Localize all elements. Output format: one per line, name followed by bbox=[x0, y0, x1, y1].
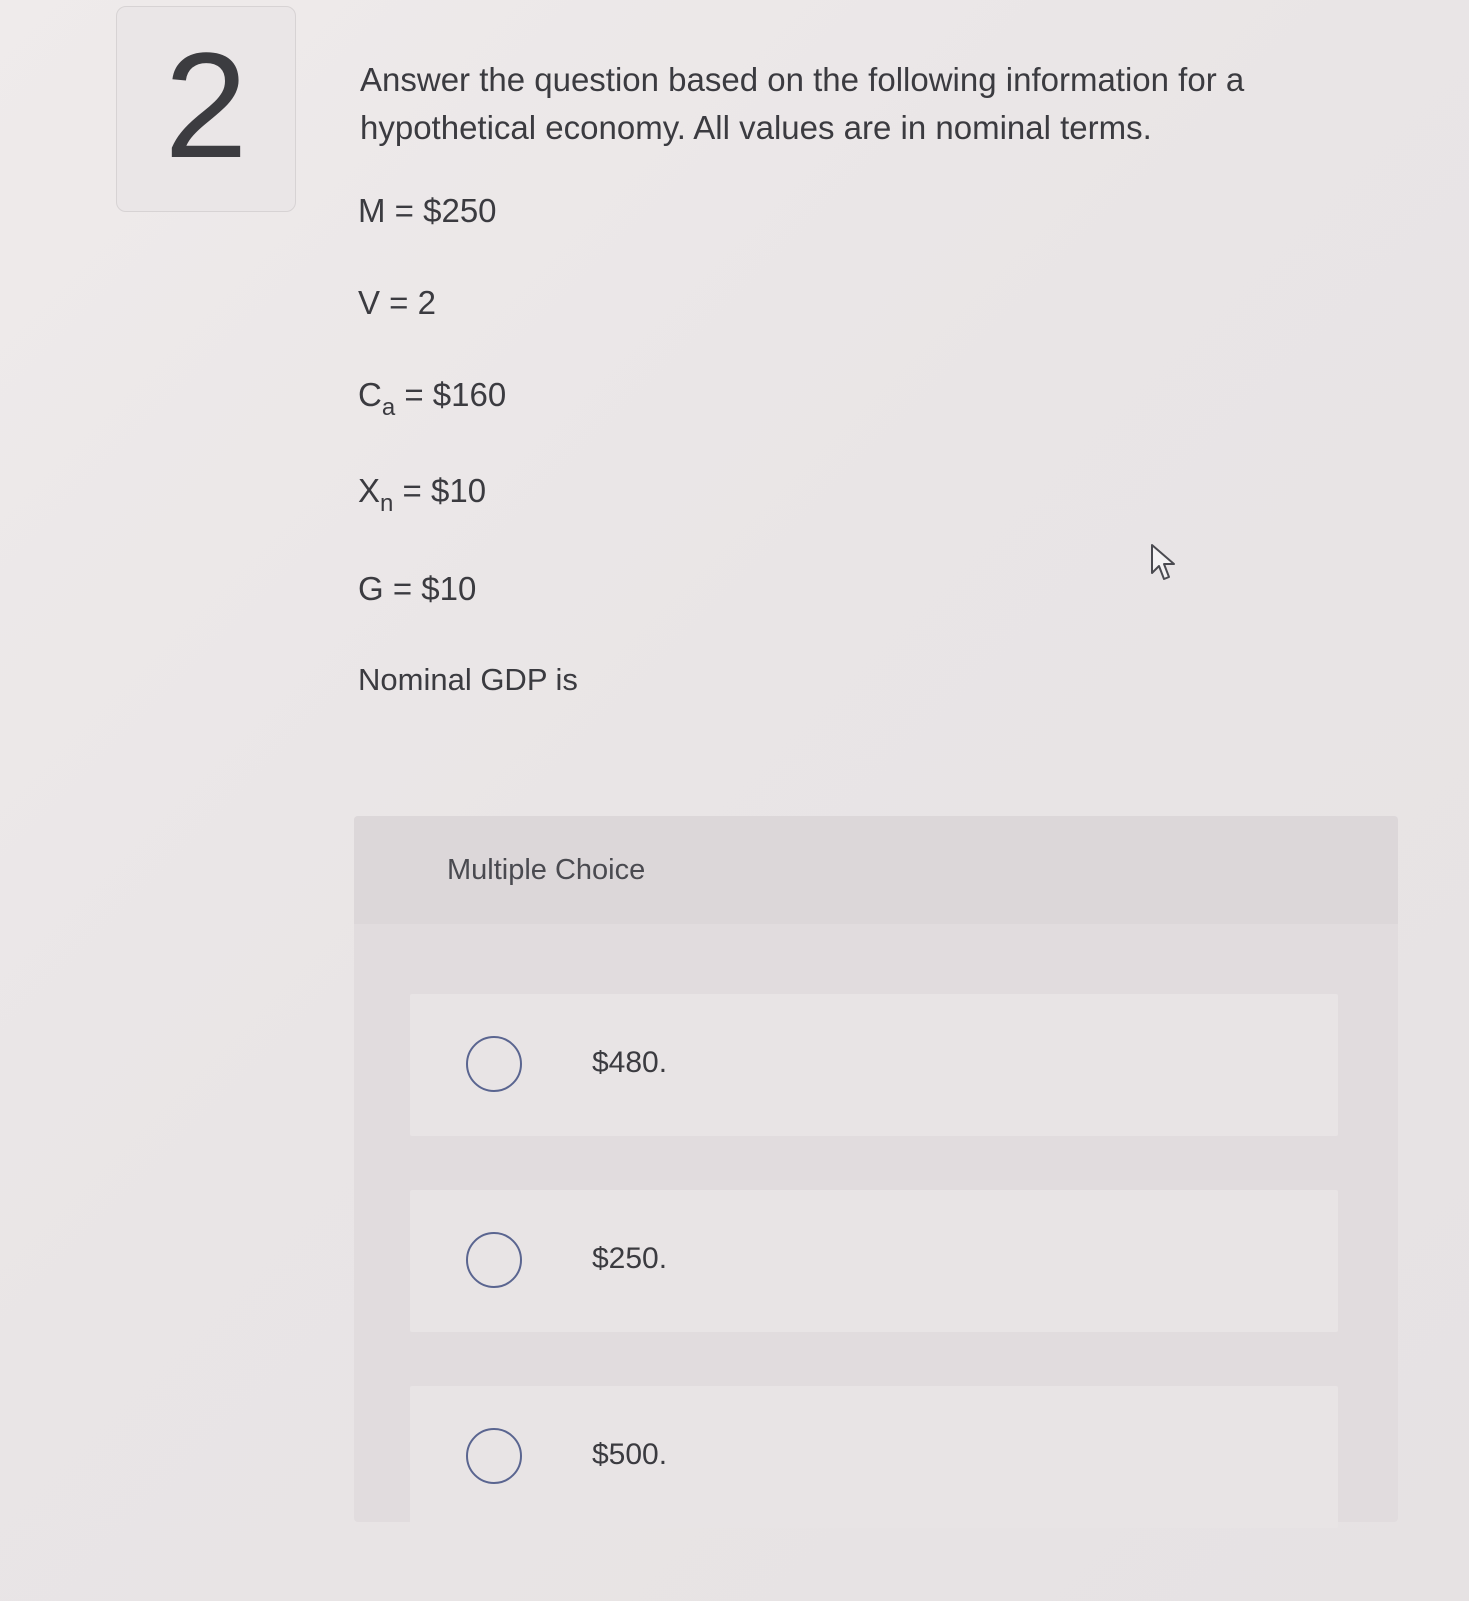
given-value: = $250 bbox=[385, 192, 497, 229]
multiple-choice-header bbox=[354, 816, 1398, 924]
given-value: = 2 bbox=[380, 284, 436, 321]
given-g bbox=[358, 570, 476, 608]
mouse-pointer-icon bbox=[1150, 543, 1180, 585]
multiple-choice-title: Multiple Choice bbox=[447, 854, 646, 886]
radio-button[interactable] bbox=[466, 1232, 522, 1288]
given-var: X bbox=[358, 472, 381, 509]
question-stem: Answer the question based on the following information for a hypothetical economy. All values are in nominal terms. bbox=[360, 61, 1245, 146]
given-sub: n bbox=[380, 490, 394, 517]
answer-option-1[interactable] bbox=[410, 994, 1338, 1136]
multiple-choice-panel bbox=[354, 816, 1398, 1522]
given-value: = $160 bbox=[395, 376, 507, 413]
given-var: C bbox=[358, 376, 382, 413]
answer-option-3[interactable] bbox=[410, 1386, 1338, 1528]
answer-label: $480. bbox=[592, 1046, 668, 1079]
question-number-box bbox=[116, 6, 296, 212]
given-value: = $10 bbox=[383, 570, 477, 607]
answer-option-2[interactable] bbox=[410, 1190, 1338, 1332]
given-ca bbox=[358, 376, 507, 421]
given-xn bbox=[358, 472, 487, 517]
given-var: G bbox=[358, 570, 384, 607]
given-var: V bbox=[358, 284, 381, 321]
given-v bbox=[358, 284, 436, 322]
question-number: 2 bbox=[164, 21, 248, 189]
answer-label: $250. bbox=[592, 1242, 668, 1275]
answer-label: $500. bbox=[592, 1438, 668, 1471]
question-prompt: Nominal GDP is bbox=[358, 662, 578, 697]
given-m bbox=[358, 192, 497, 230]
radio-button[interactable] bbox=[466, 1036, 522, 1092]
radio-button[interactable] bbox=[466, 1428, 522, 1484]
given-sub: a bbox=[381, 394, 396, 421]
given-value: = $10 bbox=[393, 472, 487, 509]
given-var: M bbox=[358, 192, 386, 229]
